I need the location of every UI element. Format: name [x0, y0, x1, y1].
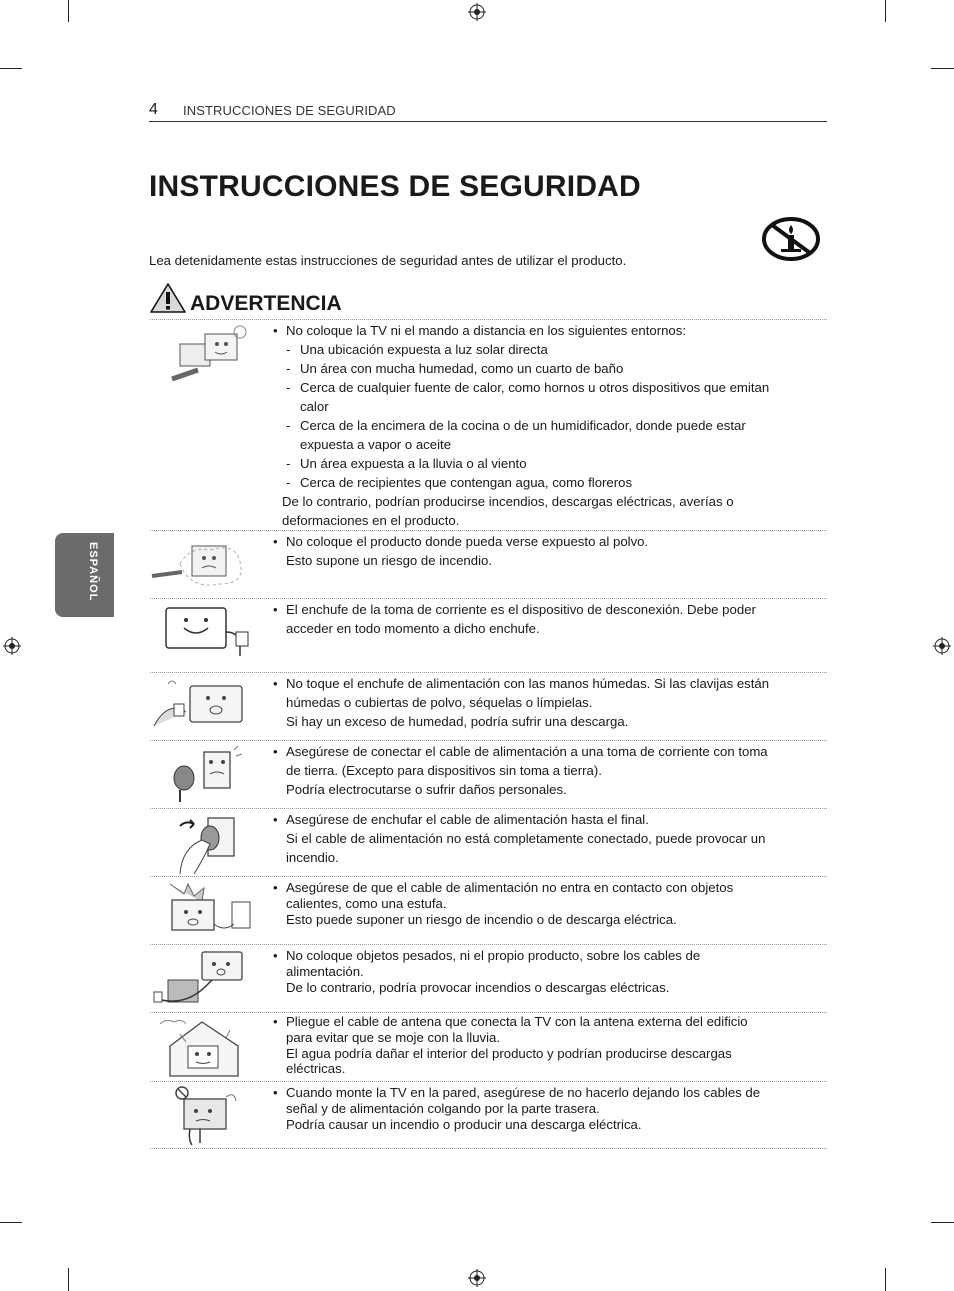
warning-row [150, 1012, 827, 1081]
grounded-outlet-icon [150, 744, 258, 806]
crop-mark [0, 68, 22, 69]
warning-list [150, 319, 827, 1149]
warning-text: • Asegúrese de que el cable de alimentación no entra en contacto con objetos calientes, como una estufa. Esto puede suponer un riesgo de incendio o de descarga eléctrica. [273, 880, 825, 927]
warning-row [150, 740, 827, 808]
wall-mount-cables-icon [150, 1085, 258, 1147]
crop-mark [885, 0, 886, 22]
warning-text: • Asegúrese de enchufar el cable de alimentación hasta el final. Si el cable de alimentación no está completamente conectado, puede provocar un incendio. [273, 810, 825, 867]
warning-row [150, 672, 827, 740]
header-rule [149, 121, 827, 122]
registration-mark-icon [468, 1269, 486, 1287]
warning-text: • No coloque el producto donde pueda verse expuesto al polvo. Esto supone un riesgo de incendio. [273, 532, 825, 570]
warning-row [150, 944, 827, 1012]
registration-mark-icon [3, 637, 21, 655]
no-open-flame-icon [761, 215, 821, 263]
registration-mark-icon [468, 3, 486, 21]
crop-mark [0, 1222, 22, 1223]
warning-row [150, 808, 827, 876]
language-tab [55, 533, 114, 617]
warning-text: • El enchufe de la toma de corriente es el dispositivo de desconexión. Debe poder acceder en todo momento a dicho enchufe. [273, 600, 825, 638]
hot-stove-cable-icon [150, 880, 258, 942]
tv-remote-sun-icon [150, 324, 258, 386]
warning-text: • Pliegue el cable de antena que conecta la TV con la antena externa del edificio para evitar que se moje con la lluvia. El agua podría dañar el interior del producto y podrían producirse descargas eléctricas. [273, 1014, 825, 1077]
warning-row [150, 598, 827, 672]
language-tab-label: ESPAÑOL [87, 542, 99, 602]
dust-tv-icon [150, 534, 258, 596]
crop-mark [68, 0, 69, 22]
crop-mark [931, 68, 954, 69]
page-number: 4 [149, 101, 158, 118]
crop-mark [931, 1222, 954, 1223]
warning-text: • No coloque la TV ni el mando a distancia en los siguientes entornos: - Una ubicación expuesta a luz solar directa - Un área con mucha humedad, como un cuarto de baño - Cerca de cualquier fuente de calor, como hornos u otros dispositivos que emitan calor - Cerca de la encimera de la cocina o de un humidificador, donde puede estar expuesta a vapor o aceite - Un área expuesta a la lluvia o al viento - Cerca de recipientes que contengan agua, como floreros De lo contrario, podrían producirse incendios, descargas eléctricas, averías o deformaciones en el producto. [273, 321, 825, 530]
hand-insert-plug-icon [150, 812, 258, 874]
registration-mark-icon [933, 637, 951, 655]
warning-text: • No coloque objetos pesados, ni el propio producto, sobre los cables de alimentación. De lo contrario, podría provocar incendios o descargas eléctricas. [273, 948, 825, 995]
crop-mark [885, 1268, 886, 1291]
warning-text: • Asegúrese de conectar el cable de alimentación a una toma de corriente con toma de tierra. (Excepto para dispositivos sin toma a tierra). Podría electrocutarse o sufrir daños personales. [273, 742, 825, 799]
wet-hands-plug-icon [150, 676, 258, 738]
running-head: INSTRUCCIONES DE SEGURIDAD [183, 103, 396, 118]
warning-text: • Cuando monte la TV en la pared, asegúrese de no hacerlo dejando los cables de señal y de alimentación colgando por la parte trasera. Podría causar un incendio o producir una descarga eléctrica. [273, 1085, 825, 1132]
page-title: INSTRUCCIONES DE SEGURIDAD [149, 170, 641, 203]
warning-row [150, 319, 827, 530]
warning-row [150, 1081, 827, 1149]
antenna-rain-house-icon [150, 1016, 258, 1078]
tv-plug-outlet-icon [150, 602, 258, 664]
heavy-object-cable-icon [150, 948, 258, 1010]
warning-triangle-icon [150, 283, 186, 313]
section-title: ADVERTENCIA [190, 292, 342, 315]
warning-row [150, 530, 827, 598]
warning-row [150, 876, 827, 944]
warning-text: • No toque el enchufe de alimentación con las manos húmedas. Si las clavijas están húmedas o cubiertas de polvo, séquelas o límpielas. Si hay un exceso de humedad, podría sufrir una descarga. [273, 674, 825, 731]
intro-text: Lea detenidamente estas instrucciones de seguridad antes de utilizar el producto. [149, 253, 627, 268]
crop-mark [68, 1268, 69, 1291]
